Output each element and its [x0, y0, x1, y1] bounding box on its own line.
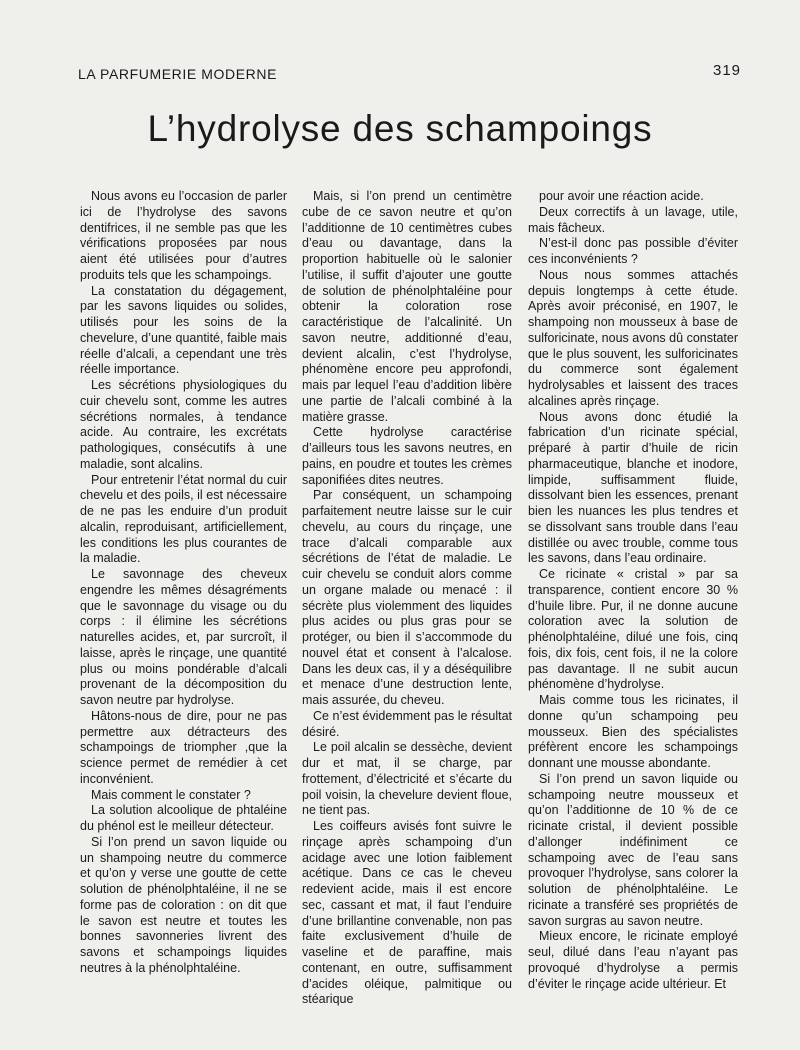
text-column-3 [528, 189, 738, 992]
paragraph: Nous nous sommes attachés depuis longtemps à cette étude. Après avoir préconisé, en 1907, le shampoing non mousseux à base de sulforicinate, nous avons dû constater que le plus souvent, les sulforicinates du commerce sont également hydrolysables et laissent des traces alcalines après rinçage. [528, 267, 738, 408]
article-title: L’hydrolyse des schampoings [147, 108, 653, 149]
paragraph: Mais, si l’on prend un centimètre cube de ce savon neutre et qu’on l’additionne de 10 centimètres cubes d’eau ou davantage, dans la proportion habituelle où le salonier l’utilise, il suffit d’ajouter une goutte de solution de phénolphtaléine pour obtenir la coloration rose caractéristique de l’alcalinité. Un savon neutre, additionné d’eau, devient alcalin, c’est l’hydrolyse, phénomène encore peu approfondi, mais par lequel l’eau d’addition libère une partie de l’alcali combiné à la matière grasse. [302, 189, 512, 424]
paragraph: Cette hydrolyse caractérise d’ailleurs tous les savons neutres, en pains, en poudre et toutes les crèmes saponifiées dites neutres. [302, 425, 512, 487]
paragraph: N’est-il donc pas possible d’éviter ces inconvénients ? [528, 236, 738, 266]
paragraph: Mieux encore, le ricinate employé seul, dilué dans l’eau n’ayant pas provoqué d’hydrolyse a permis d’éviter le rinçage acide ultérieur. Et [528, 929, 738, 991]
paragraph: Le savonnage des cheveux engendre les mêmes désagréments que le savonnage du visage ou du corps : il élimine les sécrétions naturelles acides, et, par surcroît, il laisse, après le rinçage, une quantité plus ou moins pondérable d’alcali provenant de la décomposition du savon neutre par hydrolyse. [80, 567, 287, 707]
text-column-2 [302, 189, 512, 1008]
paragraph: Ce ricinate « cristal » par sa transparence, contient encore 30 % d’huile libre. Pur, il ne donne aucune coloration avec la solution de phénolphtaléine, dilué une fois, cinq fois, dix fois, cent fois, il ne la colore pas davantage. Il ne subit aucun phénomène d’hydrolyse. [528, 567, 738, 692]
paragraph: Mais comme tous les ricinates, il donne qu’un schampoing peu mousseux. Bien des spécialistes préfèrent encore les schampoings donnant une mousse abondante. [528, 693, 738, 770]
running-head: LA PARFUMERIE MODERNE [78, 66, 278, 82]
paragraph: La solution alcoolique de phtaléine du phénol est le meilleur détecteur. [80, 803, 287, 833]
paragraph: Deux correctifs à un lavage, utile, mais fâcheux. [528, 204, 738, 235]
paragraph: La constatation du dégagement, par les savons liquides ou solides, utilisés pour les soins de la chevelure, d’une quantité, faible mais réelle d’alcali, a cependant une très réelle importance. [80, 283, 287, 377]
paragraph: Ce n’est évidemment pas le résultat désiré. [302, 708, 512, 739]
paragraph: Si l’on prend un savon liquide ou un shampoing neutre du commerce et qu’on y verse une goutte de cette solution de phénolphtaléine, il ne se forme pas de coloration : on dit que le savon est neutre et toutes les bonnes savonneries livrent des savons et schampoings liquides neutres à la phénolphtaléine. [80, 834, 287, 975]
text-column-1 [80, 189, 287, 977]
paragraph: pour avoir une réaction acide. [539, 189, 704, 203]
paragraph: Par conséquent, un schampoing parfaitement neutre laisse sur le cuir chevelu, au cours du rinçage, une trace d’alcali comparable aux sécrétions de l’état de maladie. Le cuir chevelu se conduit alors comme un organe malade ou menacé : il sécrète plus violemment des liquides plus acides ou plus gras pour se protéger, ou bien il s’accommode du nouvel état et consent à l’alcalose. Dans les deux cas, il y a déséquilibre et menace d’une destruction lente, mais assurée, du cheveu. [302, 488, 512, 707]
paragraph: Nous avons donc étudié la fabrication d’un ricinate spécial, préparé à partir d’huile de ricin pharmaceutique, blanche et inodore, limpide, suffisamment fluide, dissolvant bien les essences, prenant bien les nuances les plus tendres et se dissolvant sans trouble dans l’eau distillée ou avec trouble, comme tous les savons, dans l’eau ordinaire. [528, 409, 738, 566]
paragraph: Les sécrétions physiologiques du cuir chevelu sont, comme les autres sécrétions normales, à tendance acide. Au contraire, les excrétats pathologiques, consécutifs à une maladie, sont alcalins. [80, 378, 287, 471]
paragraph: Le poil alcalin se dessèche, devient dur et mat, il se charge, par frottement, d’électricité et s’écarte du poil voisin, la chevelure devient floue, ne tient pas. [302, 740, 512, 818]
paragraph: Hâtons-nous de dire, pour ne pas permettre aux détracteurs des schampoings de triompher ,que la science permet de remédier à cet inconvénient. [80, 708, 287, 786]
page-number: 319 [713, 62, 742, 79]
paragraph: Les coiffeurs avisés font suivre le rinçage après schampoing d’un acidage avec une lotion faiblement acétique. Dans ce cas le cheveu redevient acide, mais il est encore sec, cassant et mat, il faut l’enduire d’une brillantine convenable, non pas faite exclusivement d’huile de vaseline et de paraffine, mais contenant, en outre, suffisamment d’acides oléique, palmitique ou stéarique [302, 819, 512, 1007]
paragraph: Si l’on prend un savon liquide ou schampoing neutre mousseux et qu’on l’additionne de 10 % de ce ricinate cristal, il devient possible d’allonger indéfiniment ce schampoing avec de l’eau sans provoquer l’hydrolyse, sans colorer la solution de phénolphtaléine. Le ricinate a transféré ses propriétés de savon surgras au savon neutre. [528, 771, 738, 928]
paragraph: Pour entretenir l’état normal du cuir chevelu et des poils, il est nécessaire de ne pas les enduire d’un produit alcalin, reproduisant, artificiellement, les conditions les plus courantes de la maladie. [80, 472, 287, 566]
paragraph: Nous avons eu l’occasion de parler ici de l’hydrolyse des savons dentifrices, il ne semble pas que les vérifications proposées par nous aient été utilisées pour d’autres produits tels que les schampoings. [80, 189, 287, 282]
paragraph: Mais comment le constater ? [91, 787, 251, 802]
